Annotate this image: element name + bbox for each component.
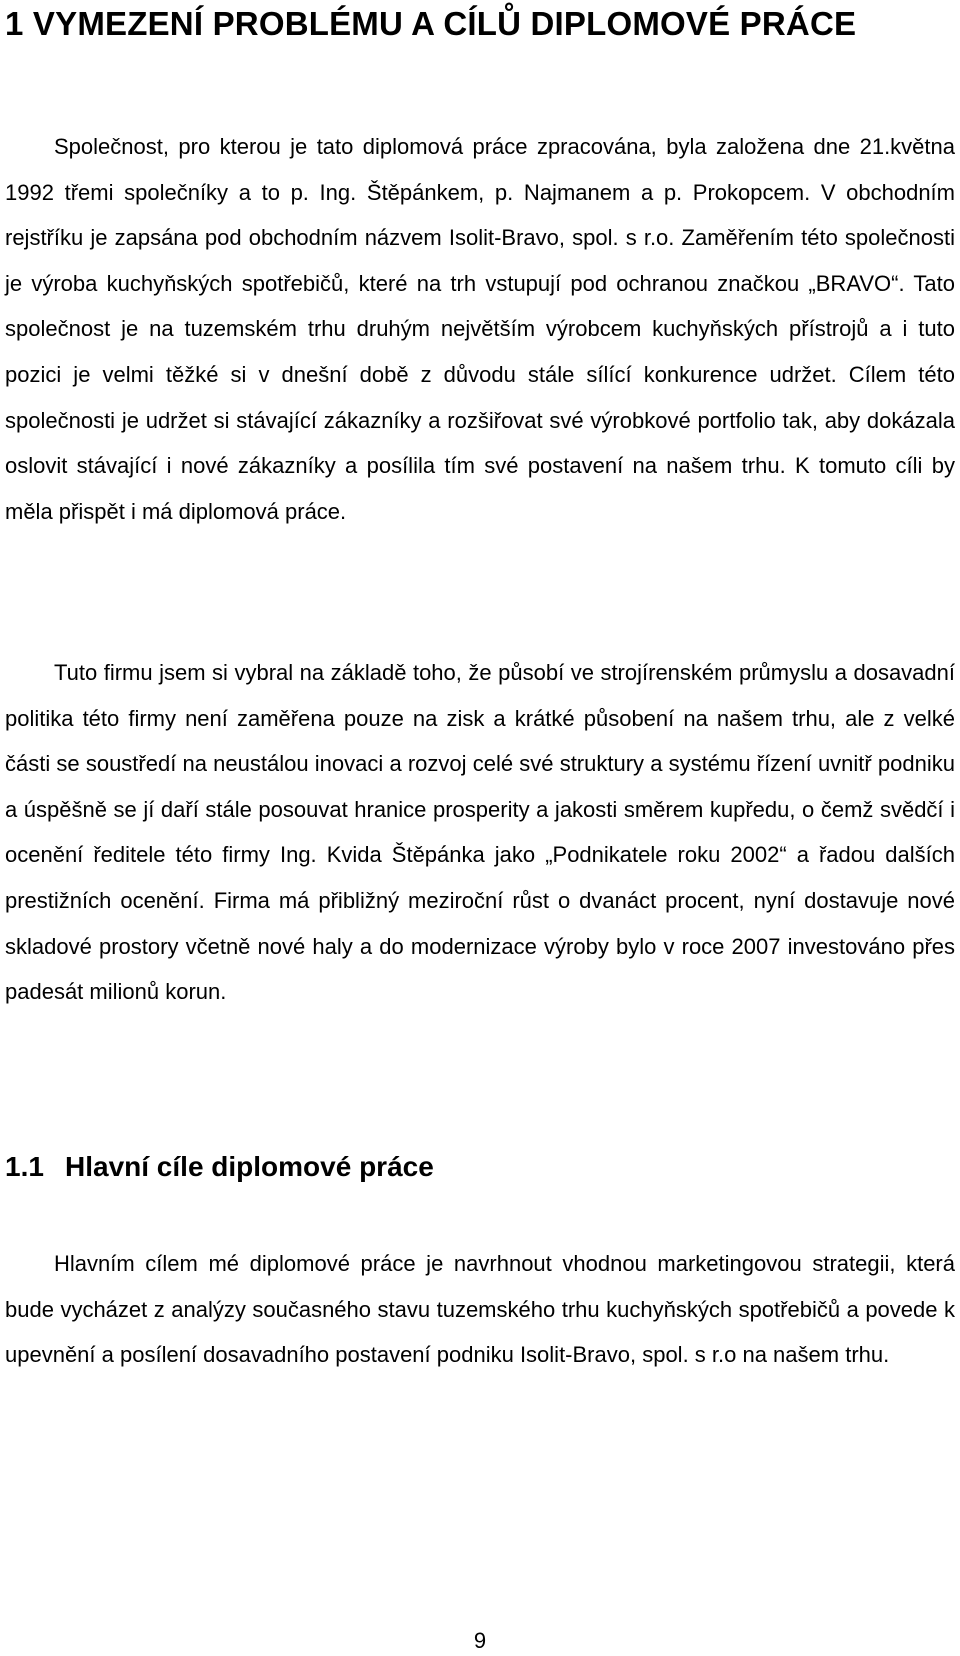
paragraph-company-choice: Tuto firmu jsem si vybral na základě toho, že působí ve strojírenském průmyslu a dosavadní politika této firmy není zaměřena pouze na zisk a krátké působení na našem trhu, ale z velké části se soustředí na neustálou inovaci a rozvoj celé své struktury a systému řízení uvnitř podniku a úspěšně se jí daří stále posouvat hranice prosperity a jakosti směrem kupředu, o čemž svědčí i ocenění ředitele této firmy Ing. Kvida Štěpánka jako „Podnikatele roku 2002“ a řadou dalších prestižních ocenění. Firma má přibližný meziroční růst o dvanáct procent, nyní dostavuje nové skladové prostory včetně nové haly a do modernizace výroby bylo v roce 2007 investováno přes padesát milionů korun. bbox=[5, 660, 955, 1005]
section-number: 1.1 bbox=[5, 1151, 44, 1182]
paragraph-main-goal: Hlavním cílem mé diplomové práce je navrhnout vhodnou marketingovou strategii, která bude vycházet z analýzy současného stavu tuzemského trhu kuchyňských spotřebičů a povede k upevnění a posílení dosavadního postavení podniku Isolit-Bravo, spol. s r.o na našem trhu. bbox=[5, 1251, 955, 1368]
page-number: 9 bbox=[473, 1628, 487, 1653]
chapter-heading: 1 VYMEZENÍ PROBLÉMU A CÍLŮ DIPLOMOVÉ PRÁCE bbox=[5, 5, 857, 42]
section-title: Hlavní cíle diplomové práce bbox=[65, 1151, 434, 1182]
section-heading bbox=[5, 1149, 434, 1185]
paragraph-company-intro: Společnost, pro kterou je tato diplomová práce zpracována, byla založena dne 21.května 1992 třemi společníky a to p. Ing. Štěpánkem, p. Najmanem a p. Prokopcem. V obchodním rejstříku je zapsána pod obchodním názvem Isolit-Bravo, spol. s r.o. Zaměřením této společnosti je výroba kuchyňských spotřebičů, které na trh vstupují pod ochranou značkou „BRAVO“. Tato společnost je na tuzemském trhu druhým největším výrobcem kuchyňských přístrojů a i tuto pozici je velmi těžké si v dnešní době z důvodu stále sílící konkurence udržet. Cílem této společnosti je udržet si stávající zákazníky a rozšiřovat své výrobkové portfolio tak, aby dokázala oslovit stávající i nové zákazníky a posílila tím své postavení na našem trhu. K tomuto cíli by měla přispět i má diplomová práce. bbox=[5, 134, 955, 524]
